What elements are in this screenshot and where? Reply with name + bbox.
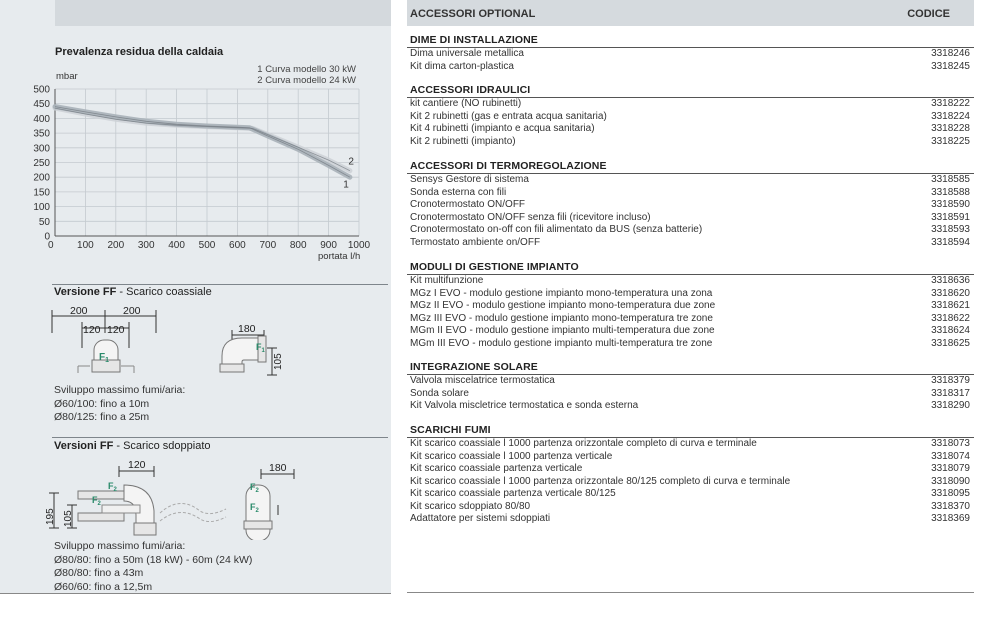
split-dev-line-1: Ø80/80: fino a 50m (18 kW) - 60m (24 kW) xyxy=(54,553,253,566)
table-row xyxy=(407,48,974,61)
table-row xyxy=(407,199,974,212)
dim-120-right: 120 xyxy=(107,324,125,336)
f2-marker-a: $F_2$ xyxy=(92,495,101,507)
y-tick-label: 450 xyxy=(33,99,50,111)
section-title: DIME DI INSTALLAZIONE xyxy=(407,34,974,48)
item-name: Adattatore per sistemi sdoppiati xyxy=(410,513,551,524)
x-tick-label: 100 xyxy=(77,240,94,251)
item-name: Kit scarico coassiale partenza verticale xyxy=(410,463,583,474)
coax-dev-line-2: Ø80/125: fino a 25m xyxy=(54,411,150,423)
item-code: 3318246 xyxy=(931,48,970,59)
split-dev-line-3: Ø60/60: fino a 12,5m xyxy=(54,580,153,593)
item-code: 3318245 xyxy=(931,60,970,72)
item-code: 3318621 xyxy=(931,300,970,311)
item-name: Kit scarico coassiale l 1000 partenza verticale xyxy=(410,450,613,462)
coax-development xyxy=(54,384,185,425)
table-header xyxy=(407,0,974,26)
item-code: 3318225 xyxy=(931,135,970,147)
y-axis-label: mbar xyxy=(56,71,78,82)
table-row xyxy=(407,313,974,326)
table-row xyxy=(407,123,974,136)
item-code: 3318222 xyxy=(931,98,970,109)
ff-split-subtitle: - Scarico sdoppiato xyxy=(113,440,211,452)
table-row xyxy=(407,476,974,489)
table-row xyxy=(407,325,974,338)
x-tick-label: 500 xyxy=(198,240,216,251)
y-tick-label: 0 xyxy=(44,231,50,243)
item-name: Kit multifunzione xyxy=(410,275,484,286)
item-name: Cronotermostato ON/OFF senza fili (ricevitore incluso) xyxy=(410,211,651,223)
x-tick-label: 300 xyxy=(137,240,155,251)
divider-1 xyxy=(52,284,388,285)
item-name: MGz III EVO - modulo gestione impianto mono-temperatura tre zone xyxy=(410,312,713,324)
f2-marker-d: $F_2$ xyxy=(250,502,259,514)
chart-grid xyxy=(55,89,359,236)
item-name: Termostato ambiente on/OFF xyxy=(410,236,541,248)
item-code: 3318588 xyxy=(931,186,970,198)
ff-split-heading xyxy=(54,440,211,452)
table-row xyxy=(407,400,974,413)
table-row xyxy=(407,388,974,401)
table-row xyxy=(407,98,974,111)
item-name: Sonda solare xyxy=(410,387,469,399)
item-code: 3318073 xyxy=(931,438,970,449)
item-code: 3318622 xyxy=(931,312,970,324)
ff-coax-title: Versione FF xyxy=(54,286,117,298)
item-code: 3318369 xyxy=(931,513,970,524)
item-name: Dima universale metallica xyxy=(410,48,524,59)
left-bottom-rule xyxy=(0,593,391,594)
dim2-120: 120 xyxy=(128,459,146,471)
item-name: Kit scarico coassiale l 1000 partenza orizzontale completo di curva e terminale xyxy=(410,438,757,449)
f2-marker-b: $F_2$ xyxy=(108,481,117,493)
table-row xyxy=(407,501,974,514)
right-bottom-rule xyxy=(407,592,974,593)
y-tick-label: 500 xyxy=(33,84,50,96)
item-name: Kit scarico sdoppiato 80/80 xyxy=(410,500,531,512)
item-name: Kit Valvola miscletrice termostatica e sonda esterna xyxy=(410,400,639,411)
split-diagram xyxy=(40,455,380,540)
section xyxy=(407,361,974,413)
coax-dev-title: Sviluppo massimo fumi/aria: xyxy=(54,384,186,396)
item-name: Sonda esterna con fili xyxy=(410,186,507,198)
item-name: Sensys Gestore di sistema xyxy=(410,174,529,185)
chart-legend xyxy=(257,64,356,86)
item-name: Kit 4 rubinetti (impianto e acqua sanitaria) xyxy=(410,123,595,134)
x-tick-label: 400 xyxy=(168,240,185,251)
table-row xyxy=(407,438,974,451)
section xyxy=(407,160,974,249)
dim-200-left: 200 xyxy=(70,305,88,317)
ff-coax-subtitle: - Scarico coassiale xyxy=(116,286,212,298)
item-code: 3318625 xyxy=(931,337,970,349)
item-code: 3318585 xyxy=(931,174,970,185)
pressure-chart xyxy=(0,30,391,300)
series-line-2 xyxy=(55,108,350,171)
item-name: Kit dima carton-plastica xyxy=(410,60,514,72)
dim-180: 180 xyxy=(238,323,256,335)
item-name: Kit 2 rubinetti (gas e entrata acqua sanitaria) xyxy=(410,110,607,122)
y-tick-label: 200 xyxy=(33,172,50,184)
y-tick-label: 300 xyxy=(33,143,50,155)
legend-entry: 2 Curva modello 24 kW xyxy=(257,75,356,86)
item-code: 3318620 xyxy=(931,287,970,299)
table-row xyxy=(407,212,974,225)
x-axis-label: portata l/h xyxy=(318,251,361,262)
item-name: kit cantiere (NO rubinetti) xyxy=(410,98,522,109)
ff-split-title: Versioni FF xyxy=(54,440,114,452)
item-name: MGm III EVO - modulo gestione impianto multi-temperatura tre zone xyxy=(410,337,713,349)
table-row xyxy=(407,174,974,187)
f2-marker-c: $F_2$ xyxy=(250,482,259,494)
ff-coax-heading xyxy=(54,286,212,298)
y-tick-label: 250 xyxy=(33,158,50,169)
table-row xyxy=(407,513,974,526)
x-tick-label: 600 xyxy=(229,240,246,251)
item-name: Cronotermostato on-off con fili alimentato da BUS (senza batterie) xyxy=(410,224,703,235)
section xyxy=(407,424,974,526)
table-row xyxy=(407,463,974,476)
section-title: ACCESSORI DI TERMOREGOLAZIONE xyxy=(407,160,974,174)
dim2-180: 180 xyxy=(269,462,287,474)
dim2-195: 195 xyxy=(45,508,56,525)
left-header-strip xyxy=(55,0,391,26)
x-tick-label: 200 xyxy=(107,240,125,251)
section-title: ACCESSORI IDRAULICI xyxy=(407,84,974,98)
section-title: MODULI DI GESTIONE IMPIANTO xyxy=(407,261,974,275)
chart-title: Prevalenza residua della caldaia xyxy=(55,46,224,58)
y-tick-label: 50 xyxy=(38,216,50,228)
item-code: 3318228 xyxy=(931,123,970,134)
f1-marker: $F_1$ xyxy=(99,352,110,364)
split-development xyxy=(54,540,252,594)
item-name: Kit scarico coassiale l 1000 partenza orizzontale 80/125 completo di curva e terminale xyxy=(410,475,791,487)
item-code: 3318090 xyxy=(931,475,970,487)
table-row xyxy=(407,275,974,288)
dim-200-right: 200 xyxy=(123,305,141,317)
dim-120-left: 120 xyxy=(83,324,101,336)
item-name: MGz II EVO - modulo gestione impianto mono-temperatura due zone xyxy=(410,300,716,311)
item-code: 3318079 xyxy=(931,463,970,474)
table-row xyxy=(407,300,974,313)
item-name: Valvola miscelatrice termostatica xyxy=(410,375,555,386)
left-panel xyxy=(0,0,391,594)
item-name: MGz I EVO - modulo gestione impianto mono-temperatura una zona xyxy=(410,287,713,299)
accessories-table xyxy=(407,0,974,594)
table-row xyxy=(407,111,974,124)
header-accessories: ACCESSORI OPTIONAL xyxy=(410,8,536,20)
curve-label-1: 1 xyxy=(343,179,349,191)
y-tick-label: 100 xyxy=(33,202,50,214)
item-code: 3318095 xyxy=(931,488,970,499)
x-tick-label: 1000 xyxy=(347,240,371,251)
table-row xyxy=(407,451,974,464)
x-tick-label: 0 xyxy=(48,240,54,251)
table-row xyxy=(407,187,974,200)
section-title: SCARICHI FUMI xyxy=(407,424,974,438)
section xyxy=(407,34,974,73)
header-code: CODICE xyxy=(907,8,950,20)
x-tick-label: 900 xyxy=(320,240,337,251)
legend-entry: 1 Curva modello 30 kW xyxy=(257,64,356,75)
item-code: 3318594 xyxy=(931,236,970,248)
table-row xyxy=(407,237,974,250)
dim-105: 105 xyxy=(273,353,284,370)
split-dev-line-2: Ø80/80: fino a 43m xyxy=(54,567,144,579)
item-code: 3318624 xyxy=(931,325,970,336)
section xyxy=(407,261,974,350)
y-tick-label: 350 xyxy=(33,128,50,140)
table-row xyxy=(407,224,974,237)
y-tick-label: 150 xyxy=(33,187,50,199)
x-tick-label: 700 xyxy=(259,240,277,251)
x-tick-label: 800 xyxy=(289,240,307,251)
coax-diagram xyxy=(50,298,390,383)
item-code: 3318636 xyxy=(931,275,970,286)
table-row xyxy=(407,61,974,74)
section xyxy=(407,84,974,148)
item-name: Kit scarico coassiale partenza verticale 80/125 xyxy=(410,488,616,499)
table-row xyxy=(407,338,974,351)
item-code: 3318590 xyxy=(931,199,970,210)
section-title: INTEGRAZIONE SOLARE xyxy=(407,361,974,375)
table-row xyxy=(407,488,974,501)
item-name: MGm II EVO - modulo gestione impianto multi-temperatura due zone xyxy=(410,325,715,336)
item-code: 3318074 xyxy=(931,450,970,462)
coax-dev-line-1: Ø60/100: fino a 10m xyxy=(54,397,150,410)
chart-series xyxy=(55,107,350,178)
item-code: 3318379 xyxy=(931,375,970,386)
f1-marker-side: $F_1$ xyxy=(256,342,265,354)
table-row xyxy=(407,136,974,149)
dim2-105: 105 xyxy=(63,510,74,527)
item-code: 3318224 xyxy=(931,110,970,122)
table-row xyxy=(407,375,974,388)
y-tick-label: 400 xyxy=(33,113,50,125)
split-dev-title: Sviluppo massimo fumi/aria: xyxy=(54,540,186,552)
curve-label-2: 2 xyxy=(348,156,354,168)
item-code: 3318591 xyxy=(931,211,970,223)
item-name: Kit 2 rubinetti (impianto) xyxy=(410,135,516,147)
item-name: Cronotermostato ON/OFF xyxy=(410,199,526,210)
item-code: 3318290 xyxy=(931,400,970,411)
item-code: 3318370 xyxy=(931,500,970,512)
divider-2 xyxy=(52,437,388,438)
table-row xyxy=(407,288,974,301)
item-code: 3318317 xyxy=(931,387,970,399)
item-code: 3318593 xyxy=(931,224,970,235)
